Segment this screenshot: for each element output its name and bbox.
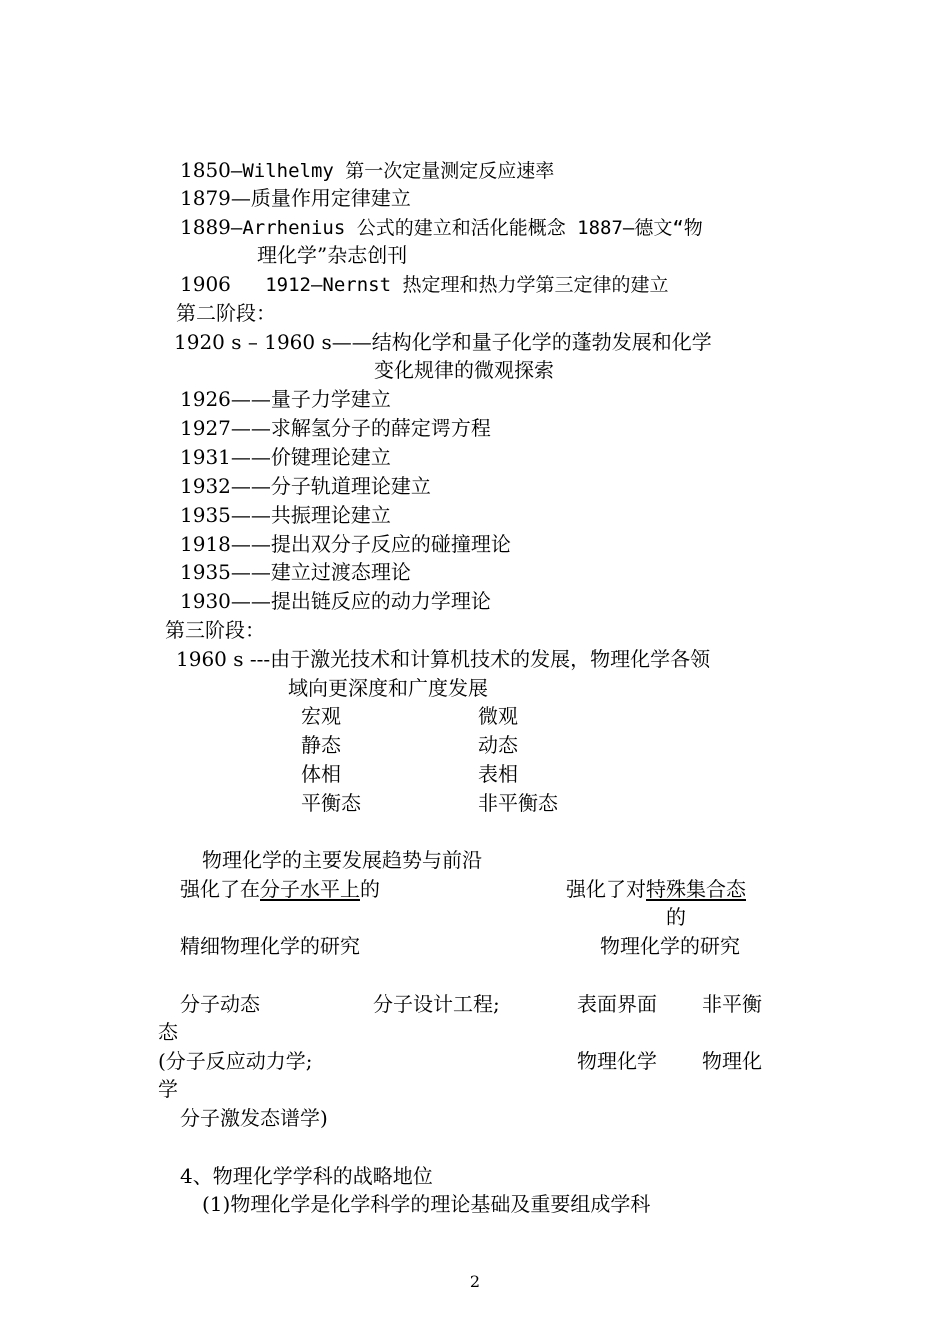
underlined-text: 分子水平上 — [260, 877, 360, 901]
timeline-text: 1912—Nernst 热定理和热力学第三定律的建立 — [230, 274, 669, 296]
pair-left: 静态 — [301, 733, 341, 757]
timeline-text: —Arrhenius 公式的建立和活化能概念 1887—德文“物 — [230, 217, 703, 239]
list-item: 1935——共振理论建立 — [180, 503, 391, 527]
timeline-text: —质量作用定律建立 — [230, 186, 411, 210]
trend-cell: 表面界面 — [577, 992, 657, 1016]
timeline-year: 1850 — [180, 158, 231, 182]
timeline-item-continuation: 理化学”杂志创刊 — [257, 243, 408, 267]
section-title: 物理化学的主要发展趋势与前沿 — [202, 848, 482, 872]
trend-right-heading: 强化了对特殊集合态 — [566, 877, 746, 901]
underlined-text: 特殊集合态 — [646, 877, 746, 901]
page-number: 2 — [469, 1272, 481, 1291]
trend-left-heading: 强化了在分子水平上的 — [180, 877, 380, 901]
stage-period: 1960 s ---由于激光技术和计算机技术的发展，物理化学各领 — [176, 647, 711, 671]
list-item: 1930——提出链反应的动力学理论 — [180, 589, 491, 613]
trend-cell-wrap: 态 — [158, 1020, 178, 1044]
list-item: 1931——价键理论建立 — [180, 445, 391, 469]
timeline-text: —Wilhelmy 第一次定量测定反应速率 — [230, 160, 555, 182]
trend-cell: 非平衡 — [702, 992, 762, 1016]
stage-heading: 第二阶段： — [176, 301, 276, 325]
pair-right: 动态 — [478, 733, 518, 757]
timeline-item — [180, 157, 554, 184]
pair-right: 非平衡态 — [478, 791, 558, 815]
trend-cell: 分子动态 — [180, 992, 260, 1016]
pair-right: 表相 — [478, 762, 518, 786]
timeline-year: 1906 — [180, 272, 231, 296]
list-item: 1926——量子力学建立 — [180, 387, 391, 411]
list-item: 1918——提出双分子反应的碰撞理论 — [180, 532, 511, 556]
timeline-item — [180, 271, 669, 298]
trend-cell-wrap: 学 — [158, 1077, 178, 1101]
section-item: (1)物理化学是化学科学的理论基础及重要组成学科 — [202, 1192, 651, 1216]
timeline-year: 1879 — [180, 186, 231, 210]
list-item: 1932——分子轨道理论建立 — [180, 474, 431, 498]
trend-left-subtitle: 精细物理化学的研究 — [180, 934, 360, 958]
timeline-year: 1889 — [180, 215, 231, 239]
trend-cell: 分子设计工程; — [373, 992, 500, 1016]
stage-period: 1920 s – 1960 s——结构化学和量子化学的蓬勃发展和化学 — [174, 330, 712, 354]
trend-cell: (分子反应动力学; — [158, 1049, 313, 1073]
section-heading: 4、物理化学学科的战略地位 — [180, 1164, 433, 1188]
trend-cell: 物理化 — [702, 1049, 762, 1073]
list-item: 1935——建立过渡态理论 — [180, 560, 411, 584]
trend-cell: 分子激发态谱学) — [180, 1106, 328, 1130]
stage-period-continuation: 域向更深度和广度发展 — [288, 676, 488, 700]
pair-left: 宏观 — [301, 704, 341, 728]
trend-right-heading-wrap: 的 — [666, 905, 686, 929]
stage-period-continuation: 变化规律的微观探索 — [374, 358, 554, 382]
timeline-item — [180, 185, 411, 211]
timeline-item — [180, 214, 703, 241]
trend-cell: 物理化学 — [577, 1049, 657, 1073]
pair-left: 体相 — [301, 762, 341, 786]
list-item: 1927——求解氢分子的薛定谔方程 — [180, 416, 491, 440]
trend-right-subtitle: 物理化学的研究 — [600, 934, 740, 958]
pair-left: 平衡态 — [301, 791, 361, 815]
stage-heading: 第三阶段： — [165, 618, 265, 642]
pair-right: 微观 — [478, 704, 518, 728]
